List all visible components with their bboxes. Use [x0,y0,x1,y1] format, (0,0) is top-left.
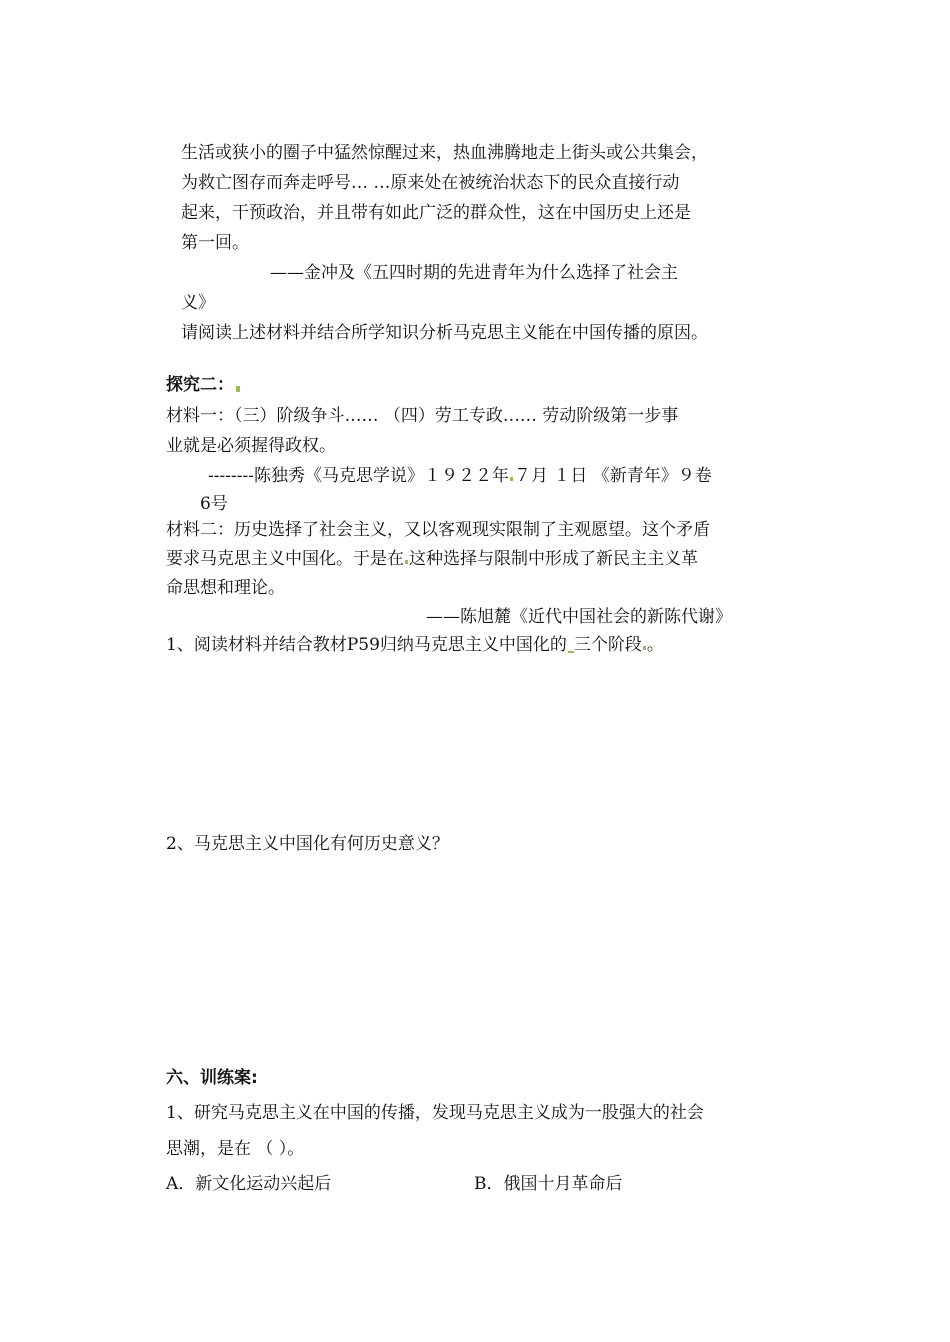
edit-mark-icon [236,386,240,392]
edit-mark-icon [643,646,646,650]
intro-line-3: 起来，干预政治，并且带有如此广泛的群众性，这在中国历史上还是 [181,203,691,223]
edit-mark-icon [405,560,408,564]
material1-citation-2: 6号 [200,494,228,514]
question-2: 2、马克思主义中国化有何历史意义？ [166,834,449,854]
intro-question: 请阅读上述材料并结合所学知识分析马克思主义能在中国传播的原因。 [181,323,708,343]
material1-line2: 业就是必须握得政权。 [166,436,336,456]
material1-line1: 材料一：（三）阶级争斗…… （四）劳工专政…… 劳动阶级第一步事 [166,406,679,426]
material2-line1: 材料二：历史选择了社会主义，又以客观现实限制了主观愿望。这个矛盾 [166,520,710,540]
edit-mark-icon [510,477,513,481]
option-a: A．新文化运动兴起后 [166,1174,332,1194]
intro-citation-2: 义》 [181,293,215,313]
intro-line-2: 为救亡图存而奔走呼号… …原来处在被统治状态下的民众直接行动 [181,173,680,193]
material2-line3: 命思想和理论。 [166,578,285,598]
material2-citation: ——陈旭麓《近代中国社会的新陈代谢》 [426,607,732,627]
exercise-q1-line1: 1、研究马克思主义在中国的传播，发现马克思主义成为一股强大的社会 [166,1103,704,1123]
section2-heading: 探究二： [166,373,240,397]
intro-line-1: 生活或狭小的圈子中猛然惊醒过来，热血沸腾地走上街头或公共集会， [181,143,708,163]
intro-line-4: 第一回。 [181,233,249,253]
option-b: B．俄国十月革命后 [474,1174,623,1194]
material1-citation-line: --------陈独秀《马克思学说》１９２２年 ７月 １日 《新青年》９卷 [208,466,712,486]
question-1: 1、阅读材料并结合教材P59归纳马克思主义中国化的 三个阶段 。 [166,635,664,655]
intro-citation-1: ——金冲及《五四时期的先进青年为什么选择了社会主 [270,263,678,283]
material2-line2: 要求马克思主义中国化。于是在 这种选择与限制中形成了新民主主义革 [166,549,698,569]
exercise-q1-line2: 思潮，是在 （ ）。 [166,1139,305,1159]
section6-heading: 六、训练案: [166,1068,258,1088]
